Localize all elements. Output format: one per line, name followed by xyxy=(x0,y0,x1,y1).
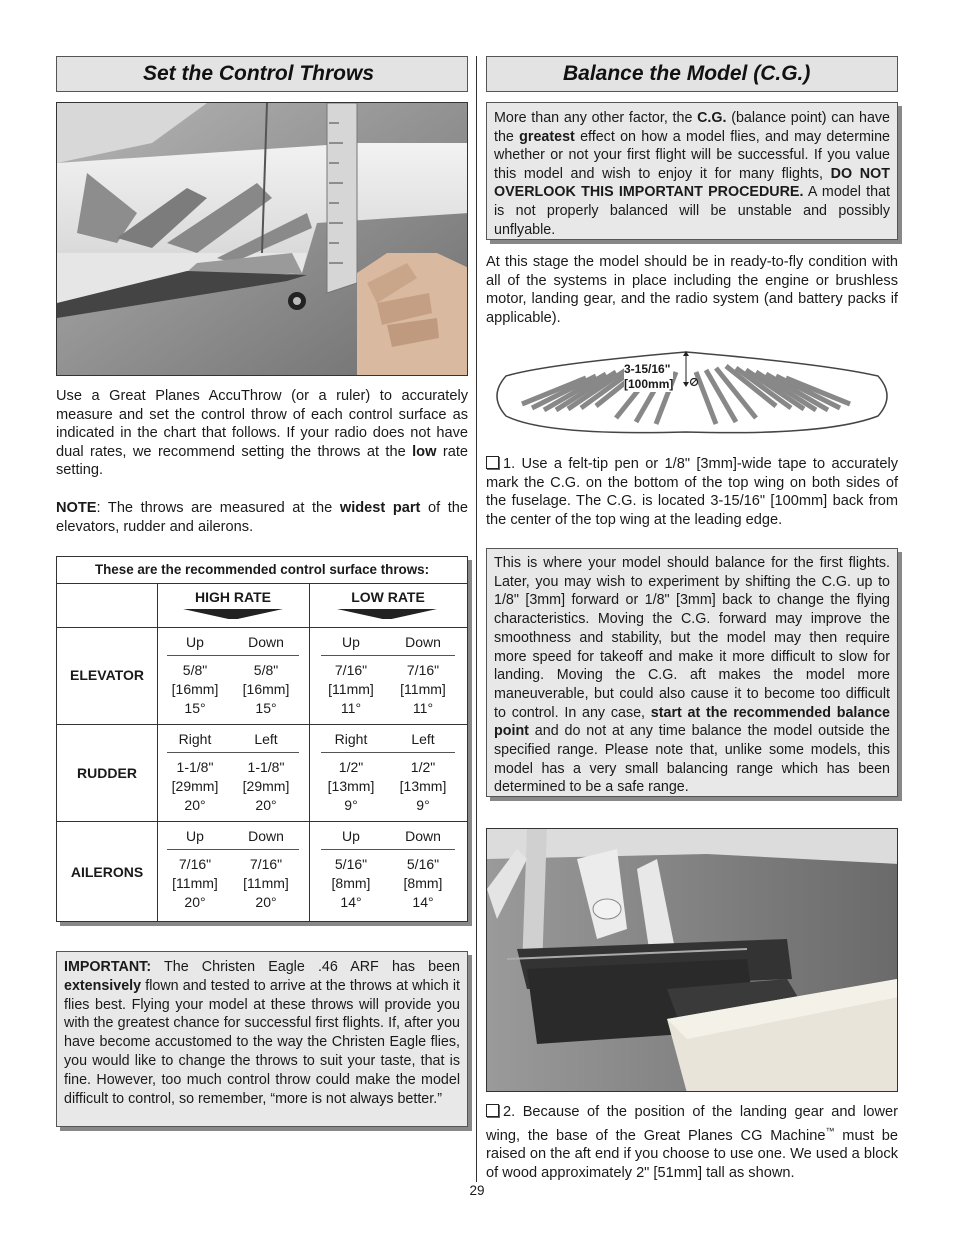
box1-text: (balance point) can have the xyxy=(494,110,890,145)
ailerons-low-dir-a: Up xyxy=(342,828,360,844)
right-heading-bar xyxy=(486,56,898,92)
elevator-high-a xyxy=(165,661,225,718)
important-text-end: flown and tested to arrive at the throws at which it flies best. Flying your model at these throws will provide you with the greatest chance for successful first flights. If, after you have become accustomed to the way the Christen Eagle flies, you would like to change the throws to suit your taste, that is fine. However, too much control throw could make the model difficult to control, so remember, “more is not always better.” xyxy=(64,977,460,1107)
row-label-rudder: RUDDER xyxy=(77,765,137,781)
note-paragraph xyxy=(56,499,468,536)
elevator-high-dir-b: Down xyxy=(248,634,284,650)
value: 20° xyxy=(184,894,206,910)
table-title: These are the recommended control surface throws: xyxy=(57,557,467,584)
table-header-divider xyxy=(57,627,467,628)
value: 20° xyxy=(255,797,277,813)
value: [13mm] xyxy=(399,778,447,794)
right-heading: Balance the Model (C.G.) xyxy=(563,62,811,85)
rudder-high-dir-a: Right xyxy=(178,731,212,747)
ailerons-high-a xyxy=(165,855,225,912)
left-heading: Set the Control Throws xyxy=(143,62,374,85)
table-col-divider-2 xyxy=(309,583,310,921)
step-1-checkbox[interactable] xyxy=(486,456,499,469)
step-2-text-end: must be raised on the aft end if you choose to use one. We used a block of wood approximately 2" [51mm] tall as shown. xyxy=(486,1127,898,1181)
wing-cg-diagram xyxy=(486,346,898,440)
value: [29mm] xyxy=(242,778,290,794)
note-label: NOTE xyxy=(56,500,97,516)
elevator-low-b xyxy=(393,661,453,718)
low-rate-header: LOW RATE xyxy=(351,589,425,605)
step-1 xyxy=(486,455,898,529)
important-label: IMPORTANT: xyxy=(64,959,152,975)
value: [13mm] xyxy=(327,778,375,794)
subline xyxy=(167,849,299,850)
table-col-divider-1 xyxy=(157,583,158,921)
value: 14° xyxy=(412,894,434,910)
value: 20° xyxy=(184,797,206,813)
high-rate-header: HIGH RATE xyxy=(195,589,271,605)
important-bold: extensively xyxy=(64,977,142,994)
intro-text: Use a Great Planes AccuThrow (or a ruler) to accurately measure and set the control throw of each control surface as indicated in the chart that follows. If your radio does not have dual rates, we recommend setting the throws at the xyxy=(56,388,468,460)
intro-text-end: rate setting. xyxy=(56,443,469,479)
value: 15° xyxy=(184,700,206,716)
ailerons-high-b xyxy=(236,855,296,912)
box1-bold-warning: DO NOT OVERLOOK THIS IMPORTANT PROCEDURE. xyxy=(494,165,890,201)
rudder-high-dir-b: Left xyxy=(254,731,278,747)
box1-bold-cg: C.G. xyxy=(697,110,727,126)
control-throws-table xyxy=(56,556,468,922)
value: [16mm] xyxy=(171,681,219,697)
value: [11mm] xyxy=(172,875,218,891)
ailerons-low-dir-b: Down xyxy=(405,828,441,844)
ready-to-fly-paragraph: At this stage the model should be in ready-to-fly condition with all of the systems in place including the engine or brushless motor, landing gear, and the radio system (and battery packs if applicable). xyxy=(486,254,898,326)
box1-text: A model that is not properly balanced will be unstable and possibly unflyable. xyxy=(494,184,890,238)
box2-text: This is where your model should balance for the first flights. Later, you may wish to experiment by shifting the C.G. up to 1/8" [3mm] forward or 1/8" [3mm] back to change the flying characteristics. Moving the C.G. forward may improve the smoothness and stability, but the model may then require more speed for takeoff and make it more difficult to slow for landing. Moving the C.G. aft makes the model more maneuverable, but could also cause it to become too difficult to control. In any case, xyxy=(494,555,890,721)
wing-cg-label xyxy=(624,362,673,392)
wing-cg-label-in: 3-15/16" xyxy=(624,362,671,376)
important-box xyxy=(56,951,468,1127)
box2-text-end: and do not at any time balance the model outside the specified range. Please note that, unlike some models, this model has a very small balancing range which has been determined to be a safe range. xyxy=(494,723,890,796)
left-heading-bar xyxy=(56,56,468,92)
rudder-low-dir-a: Right xyxy=(334,731,368,747)
wing-cg-label-mm: [100mm] xyxy=(624,377,674,391)
value: 7/16" xyxy=(406,662,440,678)
value: 5/16" xyxy=(406,856,440,872)
value: 20° xyxy=(255,894,277,910)
rudder-low-a xyxy=(321,758,381,815)
row-label-elevator: ELEVATOR xyxy=(70,667,144,683)
rudder-high-a xyxy=(165,758,225,815)
ailerons-low-a xyxy=(321,855,381,912)
table-row-divider-1 xyxy=(57,724,467,725)
rudder-high-b xyxy=(236,758,296,815)
page-number: 29 xyxy=(469,1183,485,1198)
value: 7/16" xyxy=(178,856,212,872)
ailerons-high-dir-a: Up xyxy=(186,828,204,844)
subline xyxy=(321,752,455,753)
subline xyxy=(321,849,455,850)
elevator-low-dir-b: Down xyxy=(405,634,441,650)
value: [29mm] xyxy=(171,778,219,794)
intro-bold: low xyxy=(412,443,437,460)
note-text: : The throws are measured at the xyxy=(96,500,340,516)
value: [8mm] xyxy=(403,875,443,891)
cg-importance-box xyxy=(486,102,898,240)
value: 9° xyxy=(416,797,430,813)
value: [8mm] xyxy=(331,875,371,891)
rudder-low-b xyxy=(393,758,453,815)
value: [11mm] xyxy=(328,681,374,697)
column-divider xyxy=(476,56,477,1182)
value: 11° xyxy=(340,700,362,716)
control-throw-photo xyxy=(56,102,468,376)
rudder-low-dir-b: Left xyxy=(411,731,435,747)
cg-machine-photo xyxy=(486,828,898,1092)
value: 1-1/8" xyxy=(176,759,214,775)
subline xyxy=(167,752,299,753)
value: [16mm] xyxy=(242,681,290,697)
row-label-ailerons: AILERONS xyxy=(70,864,144,880)
value: 1/2" xyxy=(410,759,436,775)
step-2 xyxy=(486,1103,898,1182)
box1-bold-greatest: greatest xyxy=(519,128,575,145)
elevator-low-dir-a: Up xyxy=(342,634,360,650)
value: [11mm] xyxy=(243,875,289,891)
value: 1/2" xyxy=(338,759,364,775)
elevator-high-b xyxy=(236,661,296,718)
table-row-divider-2 xyxy=(57,821,467,822)
trademark-symbol: ™ xyxy=(825,1125,835,1136)
elevator-high-dir-a: Up xyxy=(186,634,204,650)
step-2-checkbox[interactable] xyxy=(486,1104,499,1117)
box1-text: More than any other factor, the xyxy=(494,110,698,126)
value: [11mm] xyxy=(400,681,446,697)
ailerons-high-dir-b: Down xyxy=(248,828,284,844)
subline xyxy=(167,655,299,656)
note-bold: widest part xyxy=(339,500,421,516)
value: 5/8" xyxy=(253,662,279,678)
value: 1-1/8" xyxy=(247,759,285,775)
value: 5/16" xyxy=(334,856,368,872)
step-1-text: 1. Use a felt-tip pen or 1/8" [3mm]-wide tape to accurately mark the C.G. on the bottom of the top wing on both sides of the fuselage. The C.G. is located 3-15/16" [100mm] back from the center of the top wing at the leading edge. xyxy=(486,456,898,528)
value: 7/16" xyxy=(249,856,283,872)
value: 7/16" xyxy=(334,662,368,678)
high-rate-arrow-icon xyxy=(183,609,283,619)
value: 9° xyxy=(344,797,358,813)
low-rate-arrow-icon xyxy=(337,609,437,619)
note-text-end: of the elevators, rudder and ailerons. xyxy=(56,500,468,535)
value: 11° xyxy=(412,700,434,716)
elevator-low-a xyxy=(321,661,381,718)
left-intro-paragraph xyxy=(56,387,468,480)
step-2-text: 2. Because of the position of the landing gear and lower wing, the base of the Great Planes CG Machine xyxy=(486,1104,898,1144)
ailerons-low-b xyxy=(393,855,453,912)
balance-range-box xyxy=(486,548,898,797)
value: 5/8" xyxy=(182,662,208,678)
subline xyxy=(321,655,455,656)
box1-text: effect on how a model flies, and may determine whether or not your first flight will be successful. If you value this model and wish to enjoy it for many flights, xyxy=(494,128,890,182)
important-text: The Christen Eagle .46 ARF has been xyxy=(151,959,460,975)
box2-bold: start at the recommended balance point xyxy=(494,704,890,740)
value: 14° xyxy=(340,894,362,910)
value: 15° xyxy=(255,700,277,716)
